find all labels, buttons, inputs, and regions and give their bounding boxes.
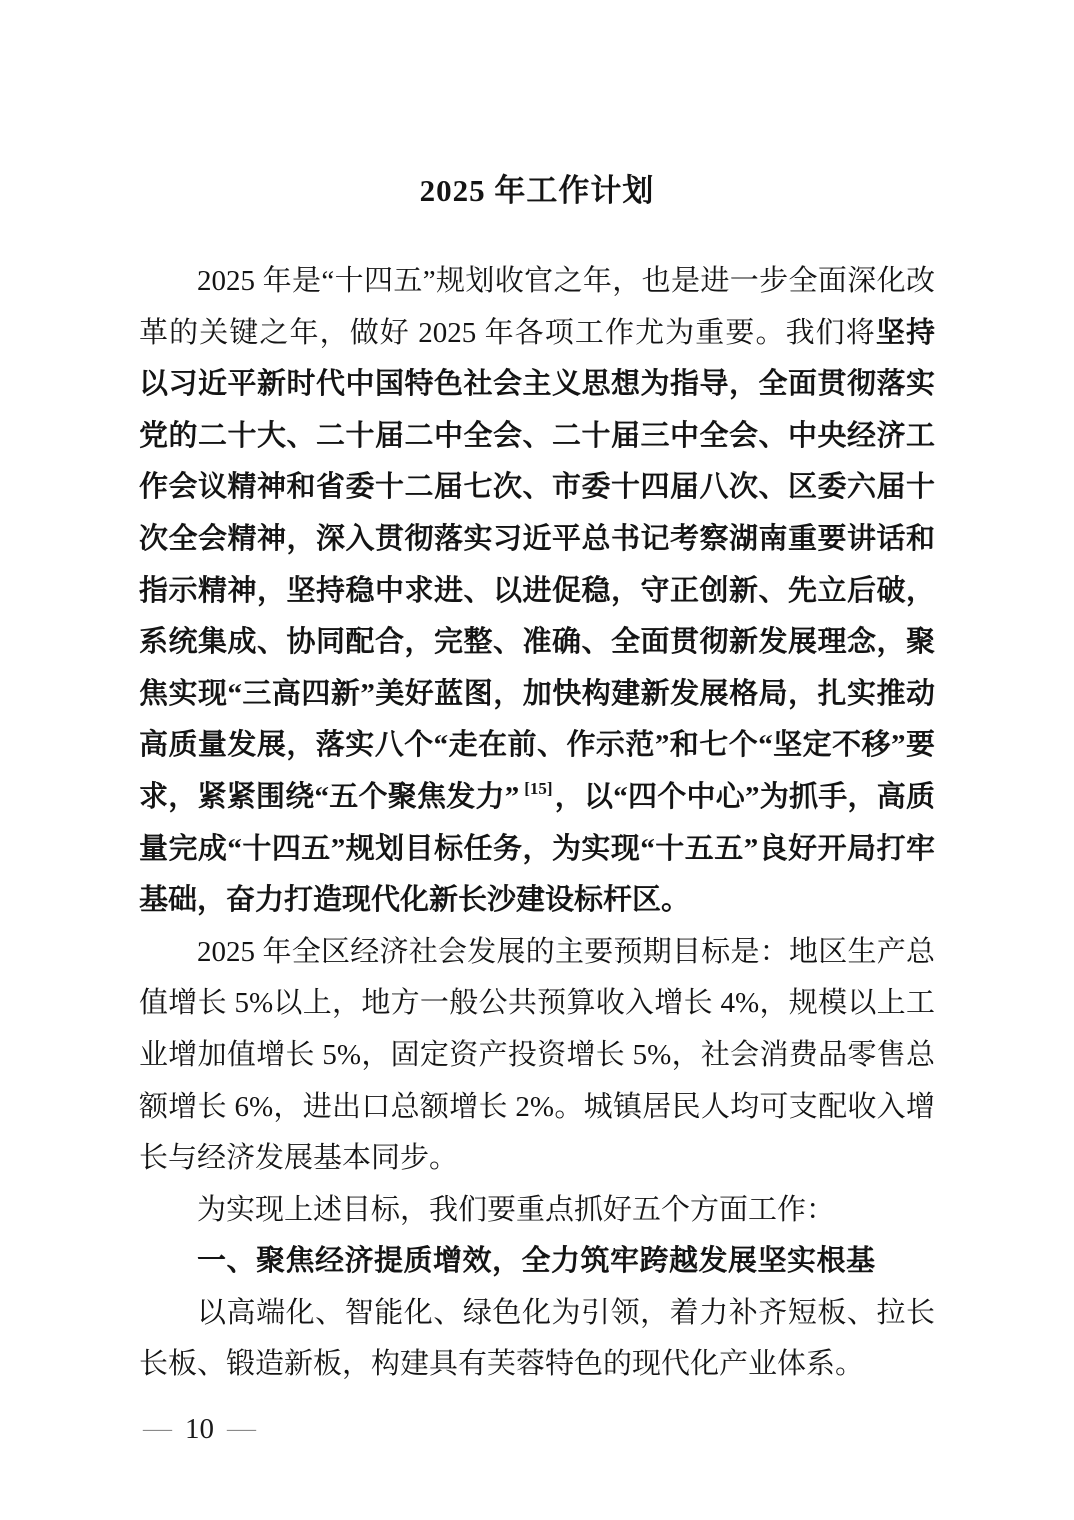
document-content [139,168,935,1391]
paragraph-intro [139,256,935,927]
paragraph-intro-emphasis-text-2: ，以“四个中心”为抓手，高质量完成“十四五”规划目标任务，为实现“十五五”良好开局打牢基础，奋力打造现代化新长沙建设标杆区。 [139,780,935,917]
footer-dash-right: — [227,1416,256,1442]
paragraph-intro-emphasis-text: 坚持以习近平新时代中国特色社会主义思想为指导，全面贯彻落实党的二十大、二十届二中全会、二十届三中全会、中央经济工作会议精神和省委十二届七次、市委十四届八次、区委六届十次全会精神，深入贯彻落实习近平总书记考察湖南重要讲话和指示精神，坚持稳中求进、以进促稳，守正创新、先立后破，系统集成、协同配合，完整、准确、全面贯彻新发展理念，聚焦实现“三高四新”美好蓝图，加快构建新发展格局，扎实推动高质量发展，落实八个“走在前、作示范”和七个“坚定不移”要求，紧紧围绕“五个聚焦发力” [139,316,935,813]
paragraph-targets: 2025 年全区经济社会发展的主要预期目标是：地区生产总值增长 5%以上，地方一般公共预算收入增长 4%，规模以上工业增加值增长 5%，固定资产投资增长 5%，社会消费品零售总额增长 6%，进出口总额增长 2%。城镇居民人均可支配收入增长与经济发展基本同步。 [139,935,935,1175]
footnote-reference-15: [15] [524,778,553,798]
footer-dash-left: — [143,1416,172,1442]
document-title: 2025 年工作计划 [419,173,655,208]
paragraph-transition: 为实现上述目标，我们要重点抓好五个方面工作： [197,1193,836,1226]
section-heading-1: 一、聚焦经济提质增效，全力筑牢跨越发展坚实根基 [197,1245,876,1278]
paragraph-intro-normal-text: 2025 年是“十四五”规划收官之年，也是进一步全面深化改革的关键之年，做好 2025 年各项工作尤为重要。我们将 [139,265,935,349]
page-footer [143,1412,256,1446]
paragraph-section-1-body: 以高端化、智能化、绿色化为引领，着力补齐短板、拉长长板、锻造新板，构建具有芙蓉特色的现代化产业体系。 [139,1296,935,1381]
page-number: 10 [185,1413,214,1445]
